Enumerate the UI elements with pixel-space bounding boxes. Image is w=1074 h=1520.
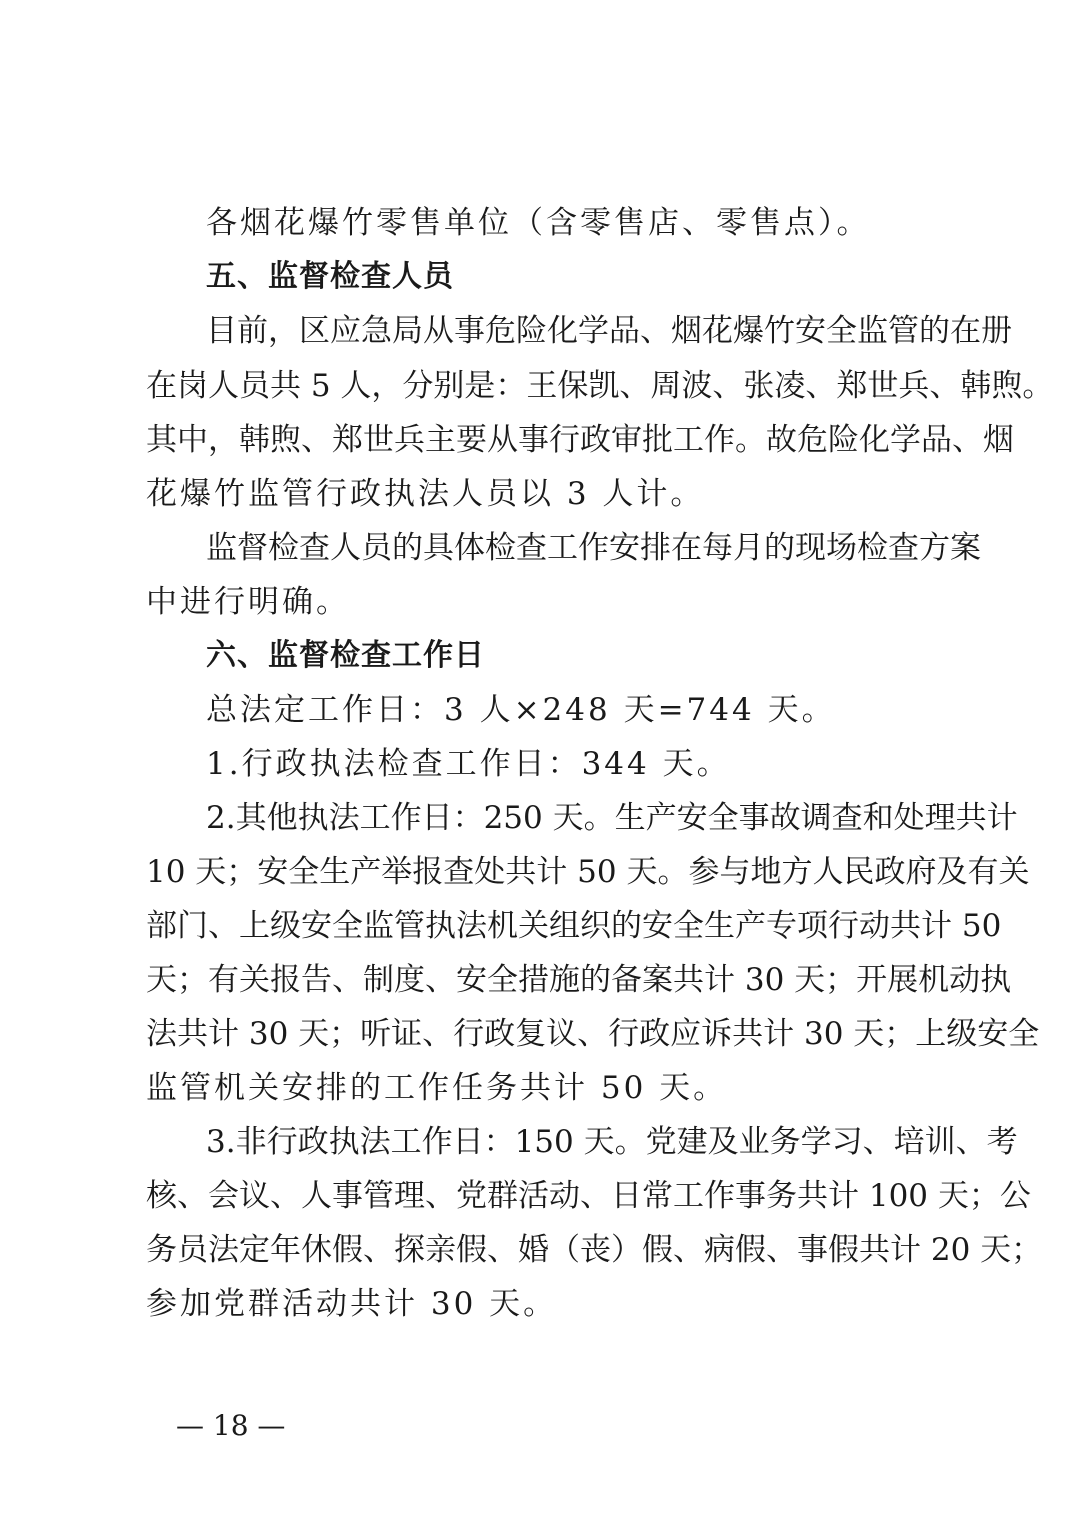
text-line: 监督检查人员的具体检查工作安排在每月的现场检查方案: [206, 530, 981, 566]
text-line: 法共计 30 天；听证、行政复议、行政应诉共计 30 天；上级安全: [146, 1016, 1040, 1052]
text-line: 监管机关安排的工作任务共计 50 天。: [146, 1070, 728, 1106]
text-line: 1.行政执法检查工作日：344 天。: [206, 746, 731, 782]
text-line: 花爆竹监管行政执法人员以 3 人计。: [146, 476, 705, 512]
text-line: 3.非行政执法工作日：150 天。党建及业务学习、培训、考: [206, 1124, 1018, 1160]
text-line: 务员法定年休假、探亲假、婚（丧）假、病假、事假共计 20 天；: [146, 1232, 1043, 1268]
text-line: 天；有关报告、制度、安全措施的备案共计 30 天；开展机动执: [146, 962, 1012, 998]
page-number: — 18 —: [176, 1409, 286, 1442]
text-line: 目前，区应急局从事危险化学品、烟花爆竹安全监管的在册: [206, 313, 1012, 349]
text-line: 其中，韩煦、郑世兵主要从事行政审批工作。故危险化学品、烟: [146, 422, 1014, 458]
text-line: 中进行明确。: [146, 584, 350, 620]
text-line: 10 天；安全生产举报查处共计 50 天。参与地方人民政府及有关: [146, 854, 1030, 890]
text-line: 总法定工作日：3 人×248 天=744 天。: [206, 692, 836, 728]
text-line: 在岗人员共 5 人，分别是：王保凯、周波、张凌、郑世兵、韩煦。: [146, 368, 1054, 404]
text-line: 2.其他执法工作日：250 天。生产安全事故调查和处理共计: [206, 800, 1018, 836]
text-line: 核、会议、人事管理、党群活动、日常工作事务共计 100 天；公: [146, 1178, 1031, 1214]
text-line: 部门、上级安全监管执法机关组织的安全生产专项行动共计 50: [146, 908, 1002, 944]
section-heading-6: 六、监督检查工作日: [206, 638, 485, 673]
section-heading-5: 五、监督检查人员: [206, 259, 454, 294]
text-line: 各烟花爆竹零售单位（含零售店、零售点）。: [206, 205, 871, 241]
text-line: 参加党群活动共计 30 天。: [146, 1286, 558, 1322]
